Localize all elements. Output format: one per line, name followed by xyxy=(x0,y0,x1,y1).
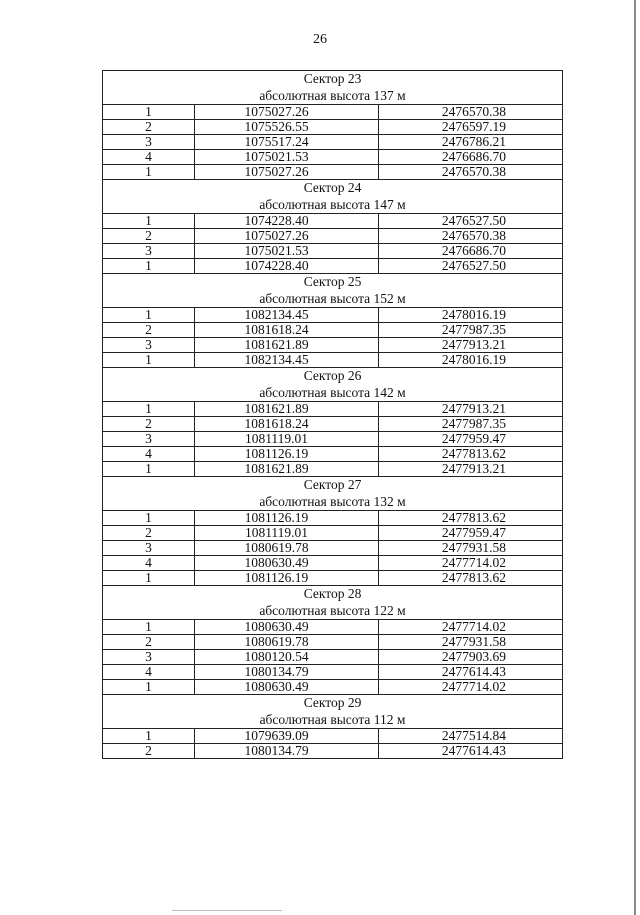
point-number: 3 xyxy=(103,432,195,447)
table-row xyxy=(103,432,563,447)
table-row xyxy=(103,541,563,556)
coordinate-x: 1075027.26 xyxy=(195,229,379,244)
point-number: 1 xyxy=(103,402,195,417)
sector-title: Сектор 24 xyxy=(303,180,362,195)
coordinate-x: 1080630.49 xyxy=(195,620,379,635)
coordinate-x: 1080619.78 xyxy=(195,635,379,650)
table-row xyxy=(103,417,563,432)
point-number: 4 xyxy=(103,556,195,571)
point-number: 1 xyxy=(103,165,195,180)
coordinate-x: 1081126.19 xyxy=(195,511,379,526)
coordinate-x: 1081126.19 xyxy=(195,447,379,462)
point-number: 1 xyxy=(103,353,195,368)
coordinate-y: 2476527.50 xyxy=(379,259,563,274)
sector-header xyxy=(103,274,563,308)
sector-header-row xyxy=(103,695,563,729)
coordinate-y: 2477913.21 xyxy=(379,402,563,417)
coordinate-x: 1075021.53 xyxy=(195,150,379,165)
point-number: 1 xyxy=(103,462,195,477)
coordinate-y: 2478016.19 xyxy=(379,308,563,323)
point-number: 2 xyxy=(103,526,195,541)
sector-header xyxy=(103,368,563,402)
table-row xyxy=(103,744,563,759)
coordinate-y: 2476570.38 xyxy=(379,105,563,120)
point-number: 3 xyxy=(103,338,195,353)
coordinate-x: 1080120.54 xyxy=(195,650,379,665)
point-number: 4 xyxy=(103,447,195,462)
table-row xyxy=(103,650,563,665)
sector-title: Сектор 26 xyxy=(303,368,362,383)
table-row xyxy=(103,447,563,462)
table-row xyxy=(103,229,563,244)
coordinate-y: 2477959.47 xyxy=(379,526,563,541)
point-number: 1 xyxy=(103,620,195,635)
point-number: 1 xyxy=(103,308,195,323)
coordinate-y: 2477931.58 xyxy=(379,635,563,650)
coordinate-x: 1081119.01 xyxy=(195,526,379,541)
coordinate-x: 1079639.09 xyxy=(195,729,379,744)
coordinate-x: 1080134.79 xyxy=(195,744,379,759)
point-number: 1 xyxy=(103,511,195,526)
coordinate-x: 1081119.01 xyxy=(195,432,379,447)
point-number: 1 xyxy=(103,259,195,274)
table-row xyxy=(103,635,563,650)
point-number: 3 xyxy=(103,244,195,259)
sector-header-row xyxy=(103,477,563,511)
table-row xyxy=(103,571,563,586)
sector-header xyxy=(103,180,563,214)
table-row xyxy=(103,135,563,150)
sector-header xyxy=(103,71,563,105)
sector-altitude: абсолютная высота 147 м xyxy=(259,197,406,212)
table-row xyxy=(103,680,563,695)
coordinate-y: 2477614.43 xyxy=(379,744,563,759)
table-row xyxy=(103,105,563,120)
coordinate-x: 1081618.24 xyxy=(195,323,379,338)
coordinate-x: 1075027.26 xyxy=(195,105,379,120)
sector-header-row xyxy=(103,71,563,105)
sector-header-row xyxy=(103,368,563,402)
table-row xyxy=(103,665,563,680)
scan-mark xyxy=(172,910,282,911)
point-number: 2 xyxy=(103,323,195,338)
table-row xyxy=(103,214,563,229)
coordinate-y: 2476686.70 xyxy=(379,244,563,259)
sector-title: Сектор 28 xyxy=(303,586,362,601)
table-row xyxy=(103,511,563,526)
sector-title: Сектор 23 xyxy=(303,71,362,86)
table-row xyxy=(103,402,563,417)
point-number: 1 xyxy=(103,105,195,120)
table-row xyxy=(103,150,563,165)
table-row xyxy=(103,259,563,274)
coordinate-x: 1080134.79 xyxy=(195,665,379,680)
coordinate-y: 2477514.84 xyxy=(379,729,563,744)
coordinate-y: 2477714.02 xyxy=(379,680,563,695)
coordinate-y: 2477913.21 xyxy=(379,462,563,477)
sector-altitude: абсолютная высота 132 м xyxy=(259,494,406,509)
point-number: 3 xyxy=(103,650,195,665)
coordinate-y: 2476570.38 xyxy=(379,165,563,180)
coordinate-x: 1075021.53 xyxy=(195,244,379,259)
sector-header xyxy=(103,695,563,729)
table-row xyxy=(103,620,563,635)
coordinate-x: 1075526.55 xyxy=(195,120,379,135)
coordinate-x: 1081126.19 xyxy=(195,571,379,586)
coordinate-y: 2477714.02 xyxy=(379,556,563,571)
point-number: 1 xyxy=(103,680,195,695)
coordinate-x: 1074228.40 xyxy=(195,214,379,229)
point-number: 4 xyxy=(103,665,195,680)
coordinates-table-body xyxy=(103,71,563,759)
coordinate-y: 2477987.35 xyxy=(379,323,563,338)
sector-altitude: абсолютная высота 142 м xyxy=(259,385,406,400)
coordinate-x: 1080630.49 xyxy=(195,680,379,695)
point-number: 2 xyxy=(103,120,195,135)
table-row xyxy=(103,165,563,180)
coordinate-y: 2476786.21 xyxy=(379,135,563,150)
table-row xyxy=(103,556,563,571)
coordinate-y: 2478016.19 xyxy=(379,353,563,368)
sector-coordinates-table xyxy=(102,70,563,759)
point-number: 2 xyxy=(103,417,195,432)
coordinate-y: 2476570.38 xyxy=(379,229,563,244)
coordinate-x: 1081621.89 xyxy=(195,402,379,417)
coordinate-x: 1082134.45 xyxy=(195,308,379,323)
point-number: 2 xyxy=(103,229,195,244)
coordinate-x: 1075517.24 xyxy=(195,135,379,150)
table-row xyxy=(103,308,563,323)
page-number: 26 xyxy=(313,32,327,47)
coordinate-x: 1081618.24 xyxy=(195,417,379,432)
sector-altitude: абсолютная высота 112 м xyxy=(259,712,406,727)
sector-altitude: абсолютная высота 152 м xyxy=(259,291,406,306)
coordinate-y: 2476597.19 xyxy=(379,120,563,135)
point-number: 1 xyxy=(103,729,195,744)
table-row xyxy=(103,120,563,135)
coordinate-x: 1074228.40 xyxy=(195,259,379,274)
coordinate-y: 2477813.62 xyxy=(379,447,563,462)
coordinate-x: 1082134.45 xyxy=(195,353,379,368)
point-number: 1 xyxy=(103,571,195,586)
sector-header xyxy=(103,477,563,511)
coordinate-y: 2477959.47 xyxy=(379,432,563,447)
point-number: 2 xyxy=(103,635,195,650)
coordinate-y: 2477813.62 xyxy=(379,511,563,526)
point-number: 2 xyxy=(103,744,195,759)
sector-altitude: абсолютная высота 137 м xyxy=(259,88,406,103)
coordinate-x: 1075027.26 xyxy=(195,165,379,180)
coordinate-x: 1080619.78 xyxy=(195,541,379,556)
sector-title: Сектор 25 xyxy=(303,274,362,289)
sector-altitude: абсолютная высота 122 м xyxy=(259,603,406,618)
coordinate-x: 1081621.89 xyxy=(195,462,379,477)
sector-title: Сектор 27 xyxy=(303,477,362,492)
sector-header xyxy=(103,586,563,620)
sector-header-row xyxy=(103,586,563,620)
coordinate-y: 2477813.62 xyxy=(379,571,563,586)
point-number: 3 xyxy=(103,541,195,556)
sector-title: Сектор 29 xyxy=(303,695,362,710)
table-row xyxy=(103,353,563,368)
coordinate-y: 2476527.50 xyxy=(379,214,563,229)
table-row xyxy=(103,338,563,353)
table-row xyxy=(103,323,563,338)
table-row xyxy=(103,729,563,744)
point-number: 4 xyxy=(103,150,195,165)
sector-header-row xyxy=(103,274,563,308)
coordinate-y: 2477987.35 xyxy=(379,417,563,432)
coordinate-y: 2477903.69 xyxy=(379,650,563,665)
coordinate-y: 2476686.70 xyxy=(379,150,563,165)
coordinate-y: 2477913.21 xyxy=(379,338,563,353)
table-row xyxy=(103,244,563,259)
coordinate-y: 2477614.43 xyxy=(379,665,563,680)
table-row xyxy=(103,526,563,541)
coordinate-y: 2477931.58 xyxy=(379,541,563,556)
coordinate-y: 2477714.02 xyxy=(379,620,563,635)
point-number: 3 xyxy=(103,135,195,150)
scan-edge xyxy=(634,0,636,915)
coordinate-x: 1080630.49 xyxy=(195,556,379,571)
sector-header-row xyxy=(103,180,563,214)
point-number: 1 xyxy=(103,214,195,229)
table-row xyxy=(103,462,563,477)
coordinate-x: 1081621.89 xyxy=(195,338,379,353)
